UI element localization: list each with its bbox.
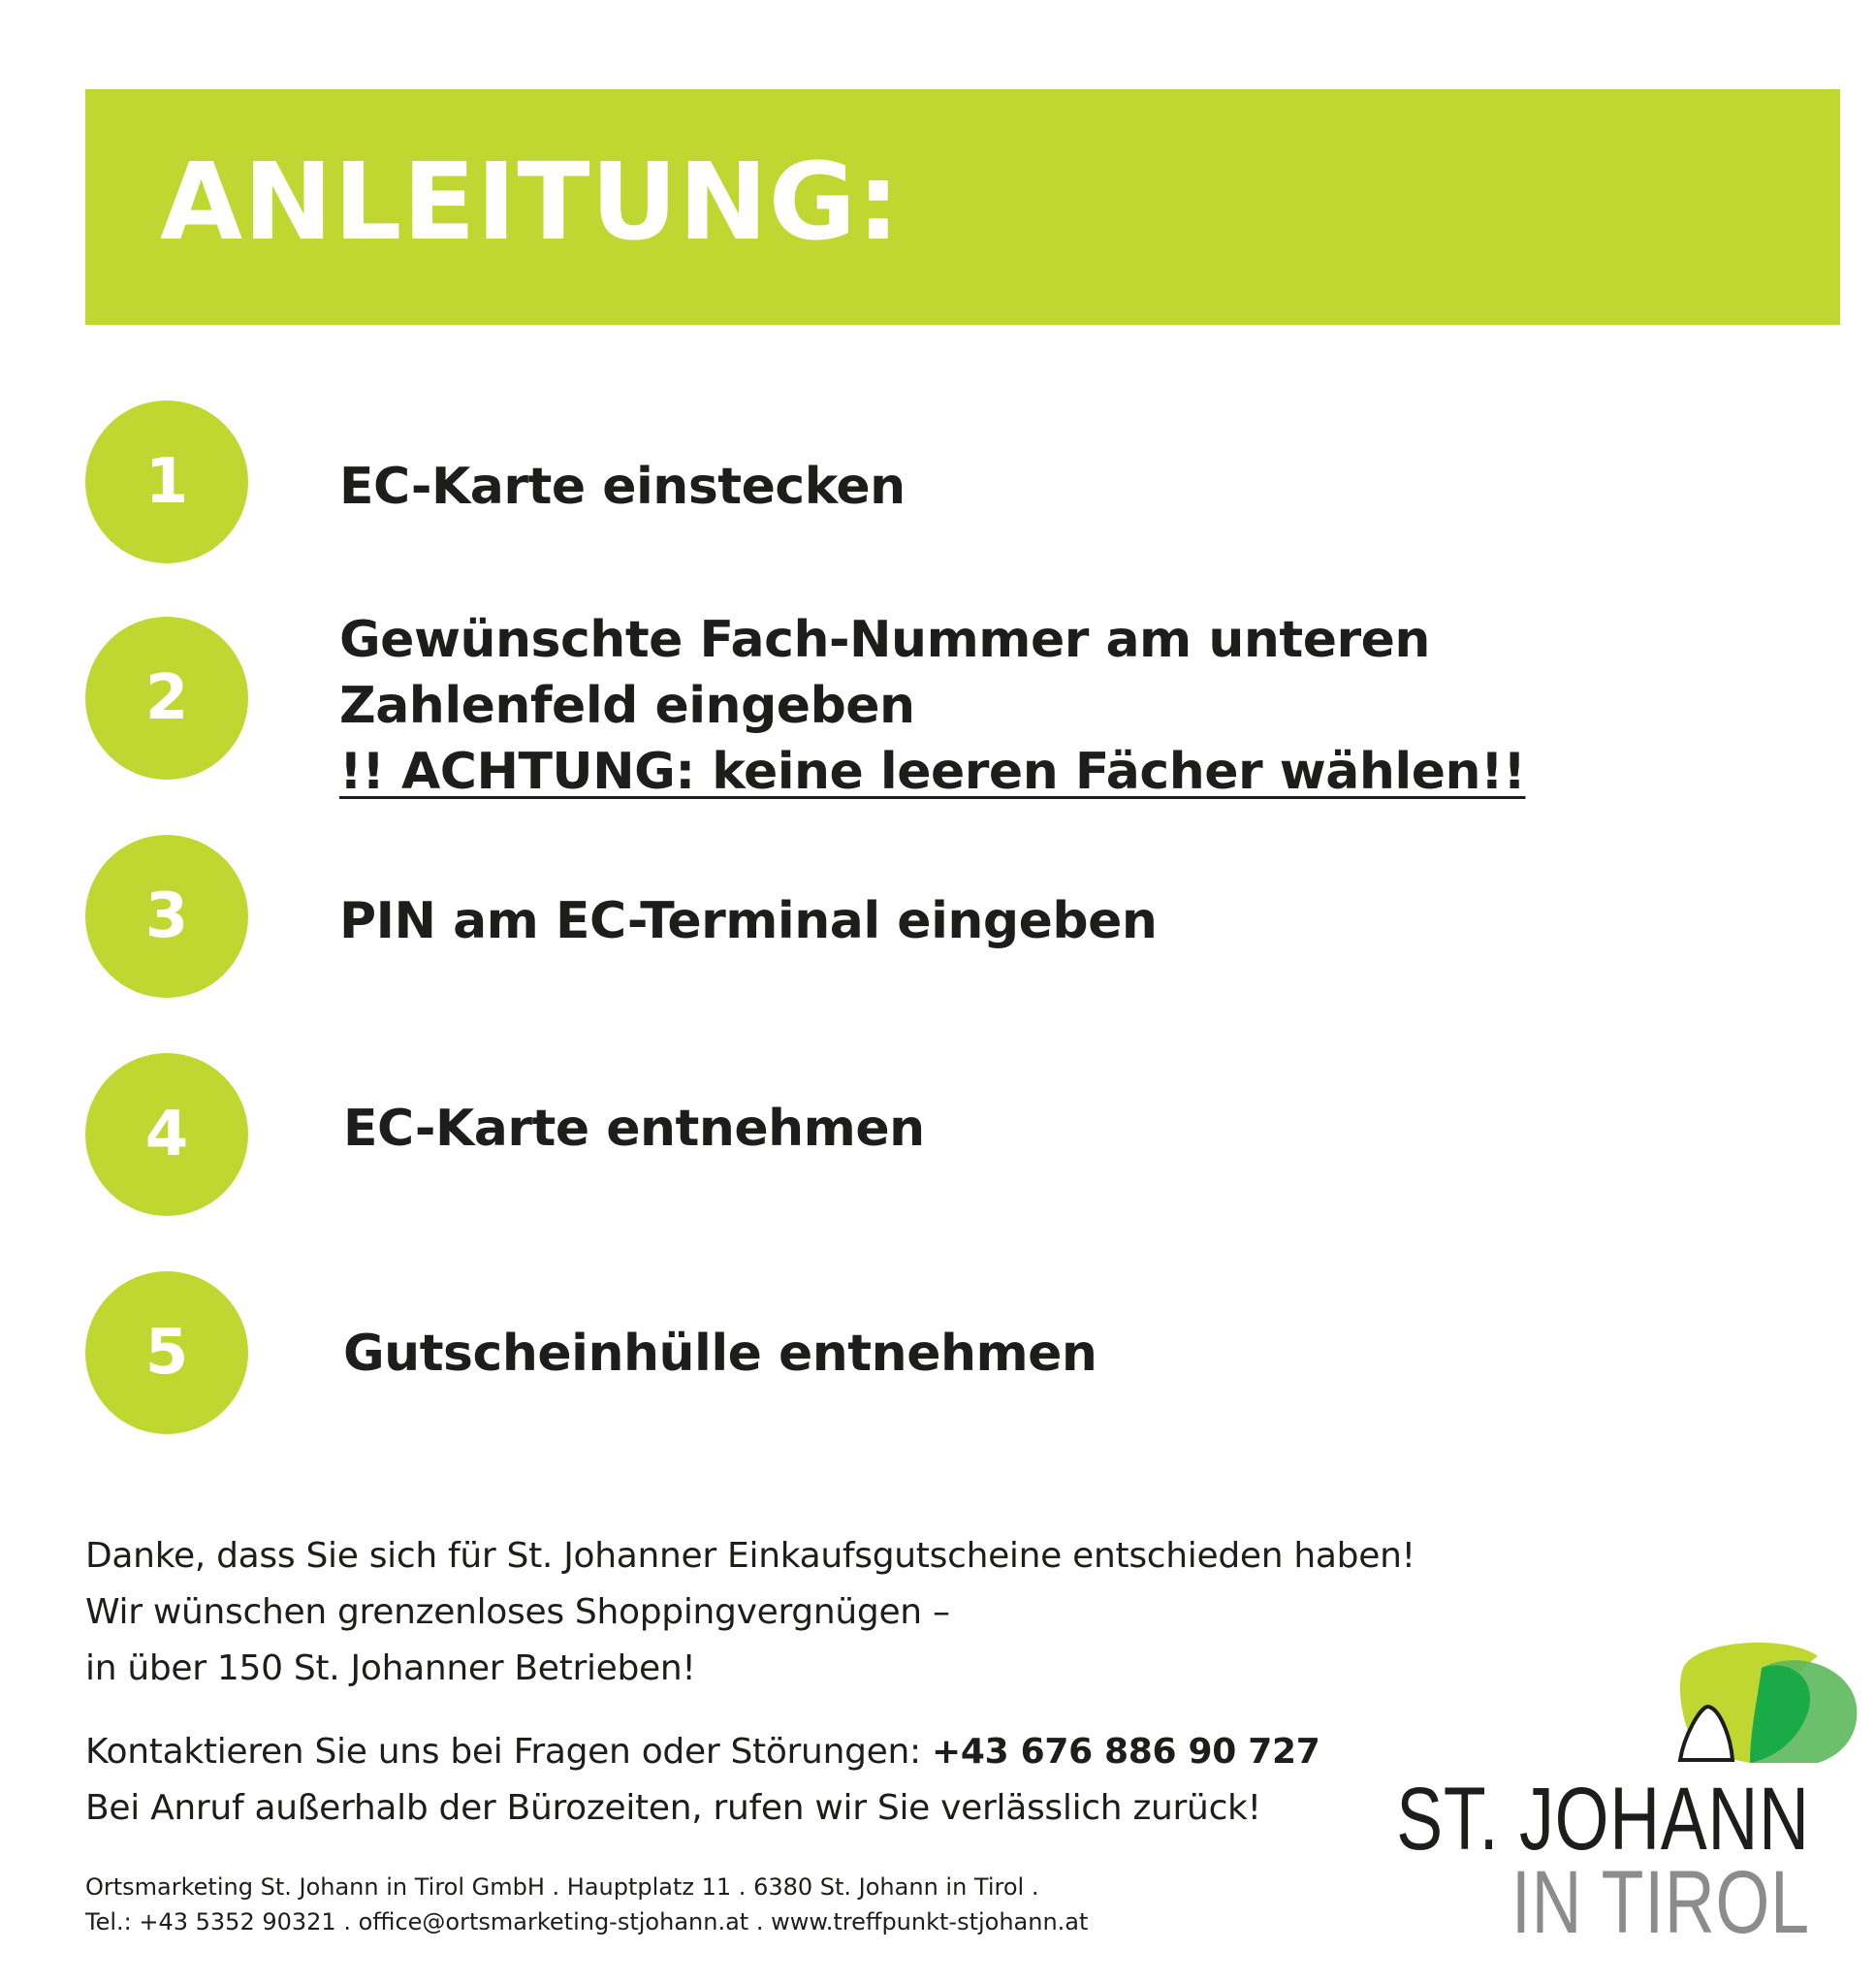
- step-2-line-1: Gewünschte Fach-Nummer am unteren: [339, 611, 1430, 669]
- step-5-line: Gutscheinhülle entnehmen: [343, 1325, 1097, 1383]
- logo-text-line-1: ST. JOHANN: [1396, 1770, 1810, 1869]
- step-5-number: 5: [85, 1271, 248, 1434]
- thanks-line-3: in über 150 St. Johanner Betrieben!: [85, 1648, 696, 1688]
- logo-leaves-icon: [1672, 1639, 1861, 1770]
- contact-phone: +43 676 886 90 727: [931, 1732, 1320, 1772]
- step-5-text: [343, 1321, 1097, 1387]
- step-3-number: 3: [85, 835, 248, 998]
- step-2-text: [339, 607, 1525, 805]
- contact-callback: Bei Anruf außerhalb der Bürozeiten, rufen wir Sie verlässlich zurück!: [85, 1788, 1261, 1828]
- logo-text-line-2: IN TIROL: [1511, 1853, 1810, 1952]
- imprint: [85, 1870, 1088, 1939]
- page-title: ANLEITUNG:: [160, 140, 902, 264]
- step-1-line: EC-Karte einstecken: [339, 458, 906, 516]
- thanks-message: [85, 1528, 1415, 1697]
- step-4-number: 4: [85, 1053, 248, 1216]
- step-2-number: 2: [85, 617, 248, 780]
- step-4-line: EC-Karte entnehmen: [343, 1100, 925, 1158]
- imprint-line-2: Tel.: +43 5352 90321 . office@ortsmarketing-stjohann.at . www.treffpunkt-stjohann.at: [85, 1908, 1089, 1935]
- step-3-text: [339, 888, 1157, 954]
- step-3-line: PIN am EC-Terminal eingeben: [339, 892, 1158, 950]
- thanks-line-2: Wir wünschen grenzenloses Shoppingvergnügen –: [85, 1592, 950, 1632]
- step-1-number: 1: [85, 400, 248, 563]
- thanks-line-1: Danke, dass Sie sich für St. Johanner Einkaufsgutscheine entschieden haben!: [85, 1536, 1415, 1576]
- imprint-line-1: Ortsmarketing St. Johann in Tirol GmbH . Hauptplatz 11 . 6380 St. Johann in Tirol .: [85, 1873, 1039, 1901]
- step-4-text: [343, 1096, 925, 1162]
- contact-info: [85, 1724, 1320, 1837]
- step-1-text: [339, 454, 906, 520]
- step-2-warning: !! ACHTUNG: keine leeren Fächer wählen!!: [339, 743, 1526, 801]
- contact-prefix: Kontaktieren Sie uns bei Fragen oder Störungen:: [85, 1732, 932, 1772]
- step-2-line-2: Zahlenfeld eingeben: [339, 677, 915, 735]
